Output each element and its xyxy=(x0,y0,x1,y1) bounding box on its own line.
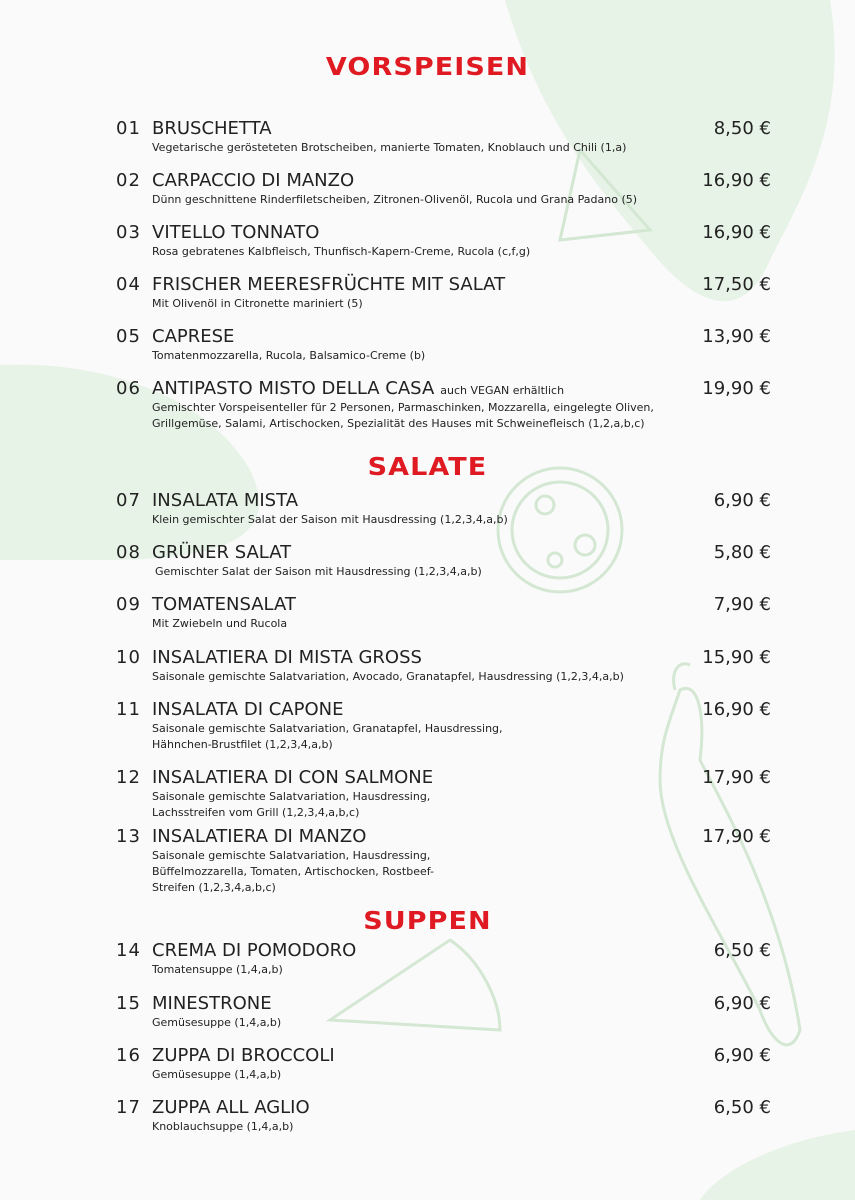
item-description: Saisonale gemischte Salatvariation, Hausdressing, Lachsstreifen vom Grill (1,2,3,4,a,b,c) xyxy=(152,790,431,819)
item-name: VITELLO TONNATO xyxy=(152,222,320,243)
item-name: MINESTRONE xyxy=(152,993,272,1014)
section-title-salate: SALATE xyxy=(367,452,488,481)
item-description: Rosa gebratenes Kalbfleisch, Thunfisch-Kapern-Creme, Rucola (c,f,g) xyxy=(152,245,531,258)
item-price: 6,90 € xyxy=(713,1045,771,1066)
section-title-suppen: SUPPEN xyxy=(363,906,492,935)
item-number: 06 xyxy=(116,378,141,399)
item-description: Tomatensuppe (1,4,a,b) xyxy=(152,963,283,976)
item-number: 15 xyxy=(116,993,141,1014)
item-price: 6,90 € xyxy=(713,490,771,511)
item-name: ZUPPA ALL AGLIO xyxy=(152,1097,310,1118)
item-price: 5,80 € xyxy=(713,542,771,563)
item-name: CAPRESE xyxy=(152,326,235,347)
item-description: Tomatenmozzarella, Rucola, Balsamico-Creme (b) xyxy=(152,349,426,362)
item-description: Gemischter Vorspeisenteller für 2 Personen, Parmaschinken, Mozzarella, eingelegte Oliven, Grillgemüse, Salami, Artischocken, Spezialität des Hauses mit Schweinefleisch (1,2,a,b,c) xyxy=(152,401,654,430)
item-description: Dünn geschnittene Rinderfiletscheiben, Zitronen-Olivenöl, Rucola und Grana Padano (5) xyxy=(152,193,638,206)
item-description: Saisonale gemischte Salatvariation, Avocado, Granatapfel, Hausdressing (1,2,3,4,a,b) xyxy=(152,670,624,683)
item-name: CARPACCIO DI MANZO xyxy=(152,170,355,191)
item-description: Vegetarische gerösteteten Brotscheiben, manierte Tomaten, Knoblauch und Chili (1,a) xyxy=(152,141,627,154)
item-price: 16,90 € xyxy=(702,699,771,720)
item-number: 17 xyxy=(116,1097,141,1118)
item-price: 17,50 € xyxy=(702,274,771,295)
item-number: 03 xyxy=(116,222,141,243)
item-description: Knoblauchsuppe (1,4,a,b) xyxy=(152,1120,294,1133)
item-number: 01 xyxy=(116,118,141,139)
item-price: 17,90 € xyxy=(702,826,771,847)
item-name: INSALATIERA DI MANZO xyxy=(152,826,367,847)
item-description: Mit Olivenöl in Citronette mariniert (5) xyxy=(152,297,363,310)
item-number: 02 xyxy=(116,170,141,191)
item-number: 12 xyxy=(116,767,141,788)
item-number: 13 xyxy=(116,826,141,847)
item-name: ANTIPASTO MISTO DELLA CASA auch VEGAN erhältlich xyxy=(152,378,565,399)
item-price: 19,90 € xyxy=(702,378,771,399)
item-description: Saisonale gemischte Salatvariation, Hausdressing, Büffelmozzarella, Tomaten, Artischocken, Rostbeef-Streifen (1,2,3,4,a,b,c) xyxy=(152,849,434,894)
item-price: 16,90 € xyxy=(702,222,771,243)
item-price: 16,90 € xyxy=(702,170,771,191)
item-description: Gemüsesuppe (1,4,a,b) xyxy=(152,1068,282,1081)
item-price: 8,50 € xyxy=(713,118,771,139)
item-name: TOMATENSALAT xyxy=(152,594,296,615)
item-description: Klein gemischter Salat der Saison mit Hausdressing (1,2,3,4,a,b) xyxy=(152,513,508,526)
item-description: Mit Zwiebeln und Rucola xyxy=(152,617,288,630)
item-name: INSALATA DI CAPONE xyxy=(152,699,344,720)
item-number: 05 xyxy=(116,326,141,347)
item-price: 6,50 € xyxy=(713,940,771,961)
item-name: CREMA DI POMODORO xyxy=(152,940,357,961)
item-name: FRISCHER MEERESFRÜCHTE MIT SALAT xyxy=(152,274,506,295)
item-number: 07 xyxy=(116,490,141,511)
item-name: ZUPPA DI BROCCOLI xyxy=(152,1045,335,1066)
item-number: 04 xyxy=(116,274,141,295)
item-name: INSALATA MISTA xyxy=(152,490,299,511)
item-description: Gemischter Salat der Saison mit Hausdressing (1,2,3,4,a,b) xyxy=(155,565,482,578)
item-price: 6,50 € xyxy=(713,1097,771,1118)
item-number: 10 xyxy=(116,647,141,668)
item-note: auch VEGAN erhältlich xyxy=(440,384,565,397)
item-number: 11 xyxy=(116,699,141,720)
item-price: 15,90 € xyxy=(702,647,771,668)
item-number: 08 xyxy=(116,542,141,563)
item-number: 09 xyxy=(116,594,141,615)
section-title-vorspeisen: VORSPEISEN xyxy=(325,52,530,81)
item-number: 14 xyxy=(116,940,141,961)
item-name: INSALATIERA DI CON SALMONE xyxy=(152,767,434,788)
item-price: 6,90 € xyxy=(713,993,771,1014)
item-name: INSALATIERA DI MISTA GROSS xyxy=(152,647,422,668)
item-price: 7,90 € xyxy=(713,594,771,615)
item-description: Saisonale gemischte Salatvariation, Granatapfel, Hausdressing, Hähnchen-Brustfilet (1,2,3,4,a,b) xyxy=(152,722,503,751)
item-price: 13,90 € xyxy=(702,326,771,347)
item-number: 16 xyxy=(116,1045,141,1066)
item-description: Gemüsesuppe (1,4,a,b) xyxy=(152,1016,282,1029)
item-price: 17,90 € xyxy=(702,767,771,788)
item-name: BRUSCHETTA xyxy=(152,118,272,139)
item-name: GRÜNER SALAT xyxy=(152,542,292,563)
